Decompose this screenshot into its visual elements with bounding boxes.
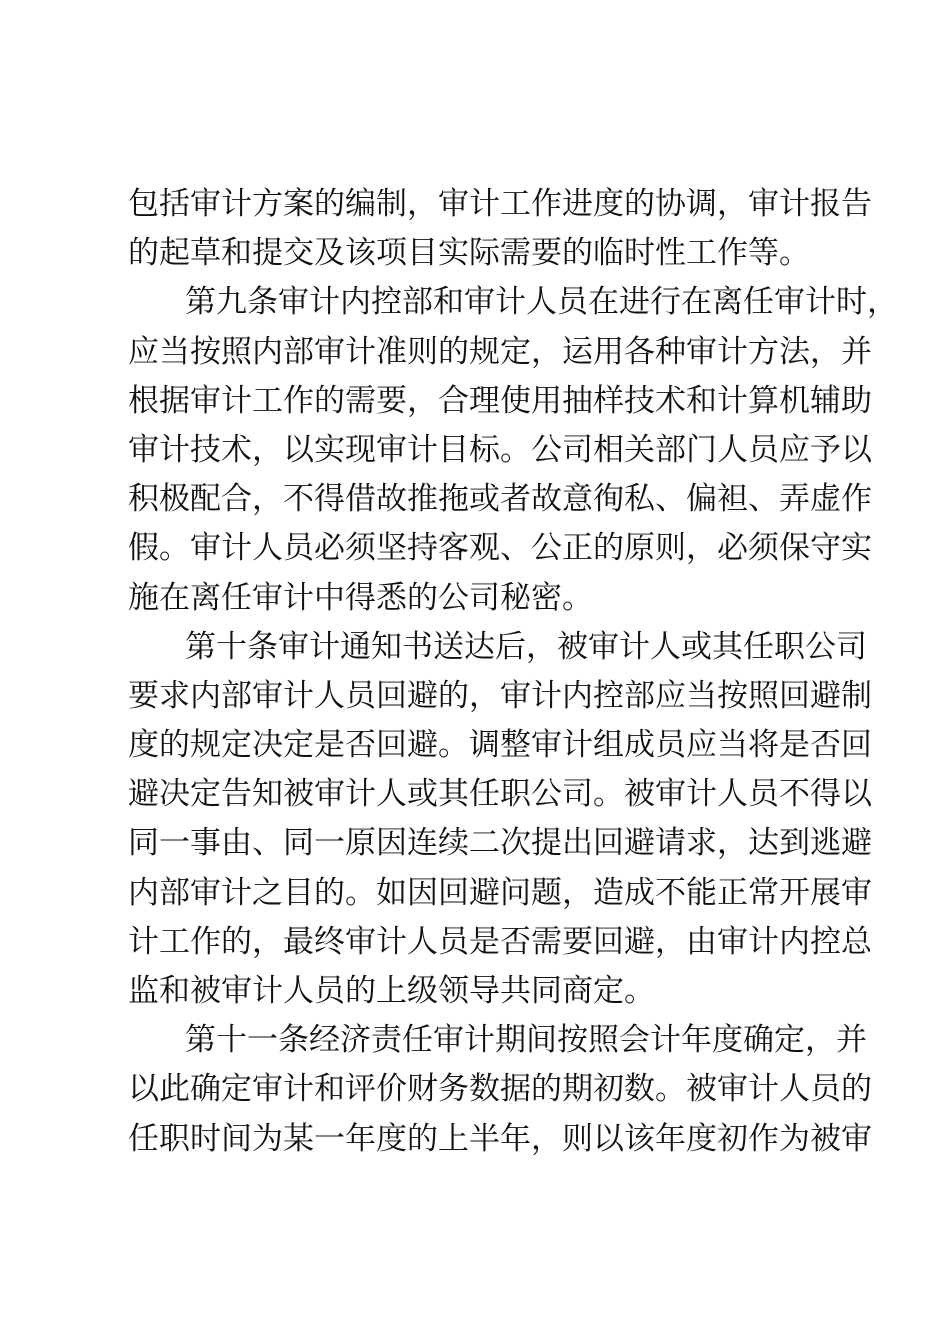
- text-line: 审计技术，以实现审计目标。公司相关部门人员应予以: [128, 431, 872, 468]
- article-9-first-line: 第九条审计内控部和审计人员在进行在离任审计时，: [185, 284, 898, 321]
- text-line: 避决定告知被审计人或其任职公司。被审计人员不得以: [128, 776, 872, 813]
- text-line: 的起草和提交及该项目实际需要的临时性工作等。: [128, 235, 810, 272]
- text-line: 任职时间为某一年度的上半年，则以该年度初作为被审: [128, 1120, 872, 1157]
- text-line: 内部审计之目的。如因回避问题，造成不能正常开展审: [128, 874, 872, 911]
- text-line: 应当按照内部审计准则的规定，运用各种审计方法，并: [128, 333, 872, 370]
- text-line: 以此确定审计和评价财务数据的期初数。被审计人员的: [128, 1071, 872, 1108]
- text-line: 要求内部审计人员回避的，审计内控部应当按照回避制: [128, 677, 872, 714]
- text-line: 包括审计方案的编制，审计工作进度的协调，审计报告: [128, 186, 872, 222]
- text-line: 施在离任审计中得悉的公司秘密。: [128, 579, 593, 616]
- article-10-first-line: 第十条审计通知书送达后，被审计人或其任职公司: [185, 628, 867, 665]
- text-line: 计工作的，最终审计人员是否需要回避，由审计内控总: [128, 923, 872, 960]
- text-line: 监和被审计人员的上级领导共同商定。: [128, 973, 655, 1009]
- text-line: 积极配合，不得借故推拖或者故意徇私、偏袒、弄虚作: [128, 481, 872, 518]
- text-line: 同一事由、同一原因连续二次提出回避请求，达到逃避: [128, 825, 872, 862]
- body-text: [128, 180, 898, 1164]
- text-line: 假。审计人员必须坚持客观、公正的原则，必须保守实: [128, 530, 872, 567]
- article-11-first-line: 第十一条经济责任审计期间按照会计年度确定，并: [185, 1022, 867, 1059]
- text-line: 根据审计工作的需要，合理使用抽样技术和计算机辅助: [128, 382, 872, 419]
- text-line: 度的规定决定是否回避。调整审计组成员应当将是否回: [128, 727, 872, 764]
